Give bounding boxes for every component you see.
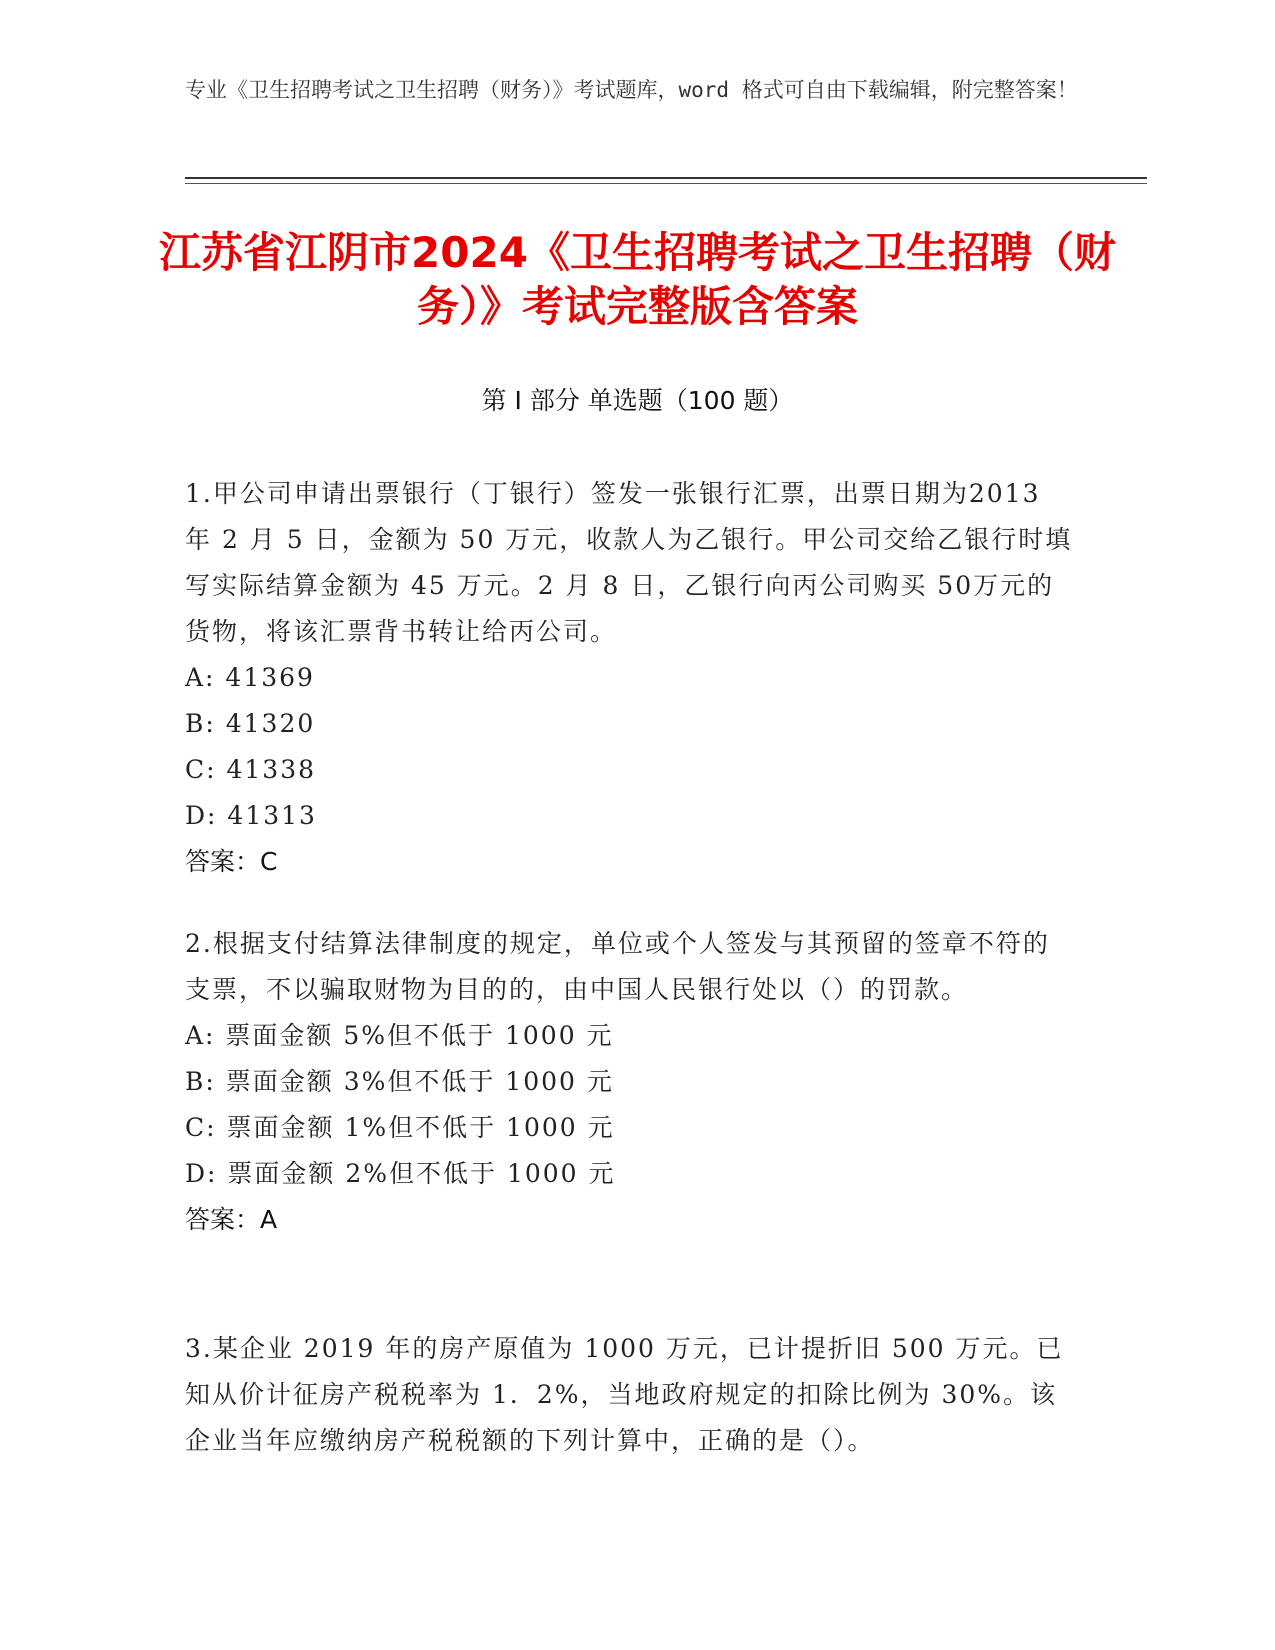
answer-line: 答案：A — [185, 1205, 278, 1234]
option-d: D: 票面金额 2%但不低于 1000 元 — [185, 1159, 616, 1188]
question-stem: 1.甲公司申请出票银行（丁银行）签发一张银行汇票，出票日期为2013 年 2 月 5 日，金额为 50 万元，收款人为乙银行。甲公司交给乙银行时填写实际结算金额为 45 万元。2 月 8 日，乙银行向丙公司购买 50万元的货物，将该汇票背书转让给丙公司。 — [185, 479, 1073, 646]
header-divider-thick — [185, 177, 1147, 179]
section-heading: 第 I 部分 单选题（100 题） — [481, 386, 794, 415]
question-stem: 2.根据支付结算法律制度的规定，单位或个人签发与其预留的签章不符的支票，不以骗取财物为目的的，由中国人民银行处以（）的罚款。 — [185, 929, 1050, 1004]
question-stem: 3.某企业 2019 年的房产原值为 1000 万元，已计提折旧 500 万元。已知从价计征房产税税率为 1．2%，当地政府规定的扣除比例为 30%。该企业当年应缴纳房产税税额的下列计算中，正确的是（）。 — [185, 1334, 1064, 1455]
answer-line: 答案：C — [185, 847, 278, 876]
option-c: C: 票面金额 1%但不低于 1000 元 — [185, 1113, 615, 1142]
option-c: C: 41338 — [185, 755, 317, 784]
option-d: D: 41313 — [185, 801, 317, 830]
option-b: B: 票面金额 3%但不低于 1000 元 — [185, 1067, 614, 1096]
question-1 — [185, 471, 1075, 885]
header-divider-thin — [185, 183, 1147, 184]
option-a: A: 票面金额 5%但不低于 1000 元 — [185, 1021, 614, 1050]
question-2 — [185, 921, 1075, 1243]
document-title: 江苏省江阴市2024《卫生招聘考试之卫生招聘（财务）》考试完整版含答案 — [159, 228, 1116, 331]
option-b: B: 41320 — [185, 709, 316, 738]
question-3 — [185, 1326, 1075, 1464]
option-a: A: 41369 — [185, 663, 315, 692]
header-note: 专业《卫生招聘考试之卫生招聘（财务）》考试题库，word 格式可自由下载编辑，附完整答案！ — [185, 78, 1078, 102]
